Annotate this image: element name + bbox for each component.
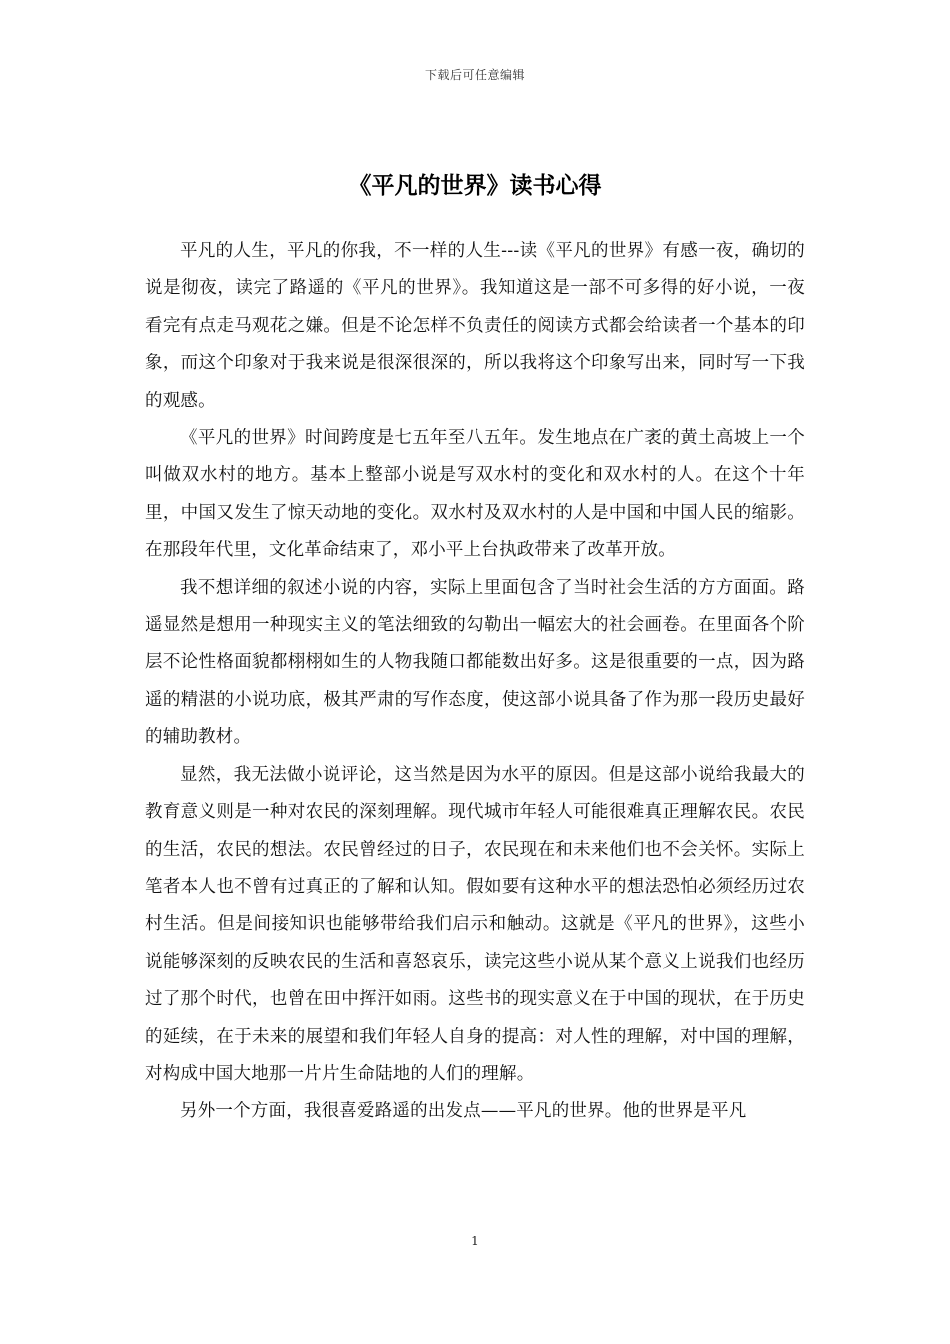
document-body — [145, 233, 805, 1131]
paragraph: 另外一个方面，我很喜爱路遥的出发点——平凡的世界。他的世界是平凡 — [180, 1101, 747, 1122]
document-title: 《平凡的世界》读书心得 — [348, 173, 602, 200]
paragraph: 平凡的人生，平凡的你我，不一样的人生---读《平凡的世界》有感一夜，确切的说是彻夜，读完了路遥的《平凡的世界》。我知道这是一部不可多得的好小说，一夜看完有点走马观花之嫌。但是不论怎样不负责任的阅读方式都会给读者一个基本的印象，而这个印象对于我来说是很深很深的，所以我将这个印象写出来，同时写一下我的观感。 — [145, 241, 805, 411]
paragraph: 《平凡的世界》时间跨度是七五年至八五年。发生地点在广袤的黄土高坡上一个叫做双水村的地方。基本上整部小说是写双水村的变化和双水村的人。在这个十年里，中国又发生了惊天动地的变化。双水村及双水村的人是中国和中国人民的缩影。在那段年代里，文化革命结束了，邓小平上台执政带来了改革开放。 — [145, 428, 805, 561]
page-number: 1 — [471, 1234, 479, 1248]
paragraph: 显然，我无法做小说评论，这当然是因为水平的原因。但是这部小说给我最大的教育意义则是一种对农民的深刻理解。现代城市年轻人可能很难真正理解农民。农民的生活，农民的想法。农民曾经过的日子，农民现在和未来他们也不会关怀。实际上笔者本人也不曾有过真正的了解和认知。假如要有这种水平的想法恐怕必须经历过农村生活。但是间接知识也能够带给我们启示和触动。这就是《平凡的世界》，这些小说能够深刻的反映农民的生活和喜怒哀乐，读完这些小说从某个意义上说我们也经历过了那个时代，也曾在田中挥汗如雨。这些书的现实意义在于中国的现状，在于历史的延续，在于未来的展望和我们年轻人自身的提高：对人性的理解，对中国的理解，对构成中国大地那一片片生命陆地的人们的理解。 — [145, 764, 805, 1084]
paragraph: 我不想详细的叙述小说的内容，实际上里面包含了当时社会生活的方方面面。路遥显然是想用一种现实主义的笔法细致的勾勒出一幅宏大的社会画卷。在里面各个阶层不论性格面貌都栩栩如生的人物我随口都能数出好多。这是很重要的一点，因为路遥的精湛的小说功底，极其严肃的写作态度，使这部小说具备了作为那一段历史最好的辅助教材。 — [145, 577, 805, 748]
header-note: 下载后可任意编辑 — [424, 68, 525, 82]
